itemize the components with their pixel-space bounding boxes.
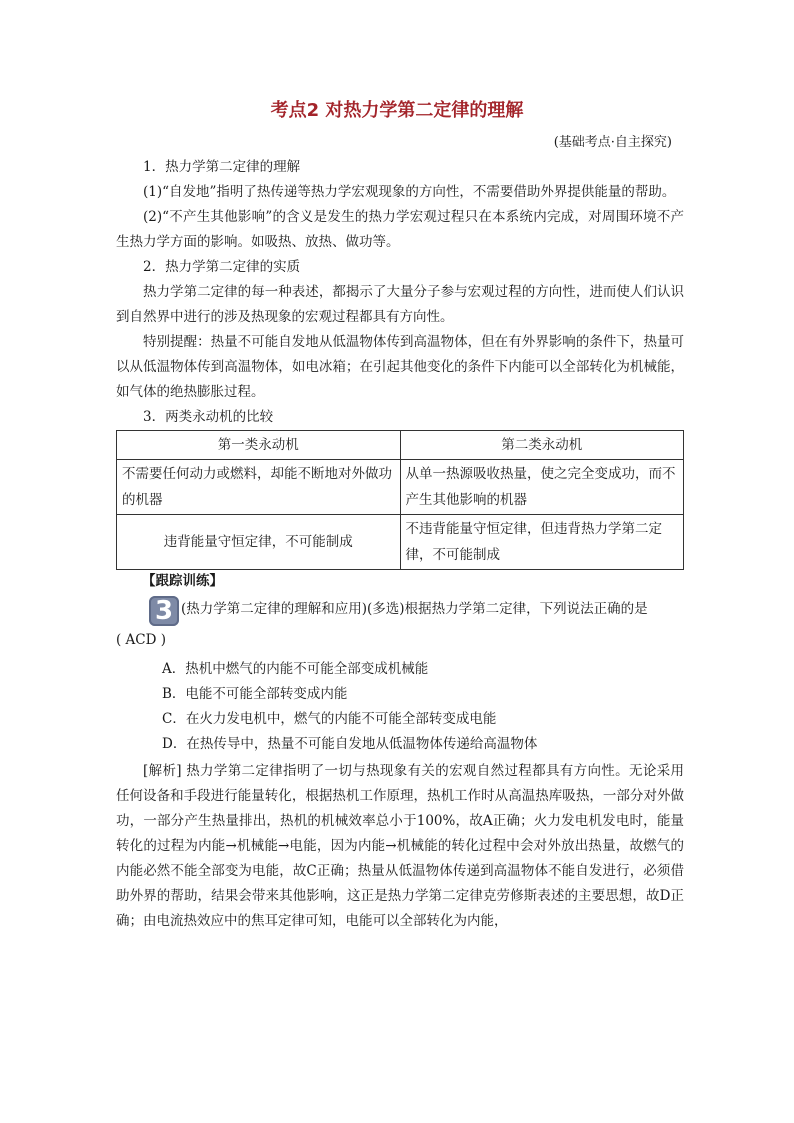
section-1-paragraph-2: (2)“不产生其他影响”的含义是发生的热力学宏观过程只在本系统内完成，对周围环境不产生热力学方面的影响。如吸热、放热、做功等。 (116, 209, 684, 250)
table-header-row (117, 431, 684, 460)
explanation (116, 759, 684, 934)
question (116, 596, 684, 626)
section-2-paragraph-2: 特别提醒：热量不可能自发地从低温物体传到高温物体，但在有外界影响的条件下，热量可以从低温物体传到高温物体，如电冰箱；在引起其他变化的条件下内能可以全部转化为机械能，如气体的绝热膨胀过程。 (116, 334, 684, 400)
content (116, 155, 684, 934)
training-label: 【跟踪训练】 (142, 573, 223, 589)
section-2-paragraph-1: 热力学第二定律的每一种表述，都揭示了大量分子参与宏观过程的方向性，进而使人们认识到自然界中进行的涉及热现象的宏观过程都具有方向性。 (116, 284, 684, 325)
explanation-label: [解析] (143, 763, 182, 779)
section-2-heading: 2．热力学第二定律的实质 (143, 259, 301, 275)
option-a: A．热机中燃气的内能不可能全部变成机械能 (162, 661, 429, 677)
section-3-heading: 3．两类永动机的比较 (143, 409, 274, 425)
table-cell: 不需要任何动力或燃料，却能不断地对外做功的机器 (117, 460, 401, 515)
comparison-table (116, 430, 684, 570)
table-header-second: 第二类永动机 (400, 431, 684, 460)
option-d: D．在热传导中，热量不可能自发地从低温物体传递给高温物体 (162, 736, 538, 752)
table-cell: 不违背能量守恒定律，但违背热力学第二定律，不可能制成 (400, 515, 684, 570)
answer: ( ACD ) (116, 632, 167, 648)
option-b: B．电能不可能全部转变成内能 (162, 686, 348, 702)
option-c: C．在火力发电机中，燃气的内能不可能全部转变成电能 (162, 711, 497, 727)
subtitle: (基础考点·自主探究) (553, 135, 672, 150)
table-cell: 违背能量守恒定律，不可能制成 (117, 515, 401, 570)
table-header-first: 第一类永动机 (117, 431, 401, 460)
section-1-heading: 1．热力学第二定律的理解 (143, 159, 301, 175)
explanation-text: 热力学第二定律指明了一切与热现象有关的宏观自然过程都具有方向性。无论采用任何设备和手段进行能量转化，根据热机工作原理，热机工作时从高温热库吸热，一部分对外做功，一部分产生热量排出，热机的机械效率总小于100%，故A正确；火力发电机发电时，能量转化的过程为内能→机械能→电能，因为内能→机械能的转化过程中会对外放出热量，故燃气的内能必然不能全部变为电能，故C正确；热量从低温物体传递到高温物体不能自发进行，必须借助外界的帮助，结果会带来其他影响，这正是热力学第二定律克劳修斯表述的主要思想，故D正确；由电流热效应中的焦耳定律可知，电能可以全部转化为内能， (116, 763, 684, 929)
question-text: (热力学第二定律的理解和应用)(多选)根据热力学第二定律，下列说法正确的是 (181, 601, 648, 617)
table-row (117, 515, 684, 570)
section-1-paragraph-1: (1)“自发地”指明了热传递等热力学宏观现象的方向性，不需要借助外界提供能量的帮助。 (143, 184, 676, 200)
page-title: 考点2 对热力学第二定律的理解 (270, 100, 524, 121)
table-row (117, 460, 684, 515)
table-cell: 从单一热源吸收热量，使之完全变成功，而不产生其他影响的机器 (400, 460, 684, 515)
question-number-badge: 3 (149, 596, 179, 626)
